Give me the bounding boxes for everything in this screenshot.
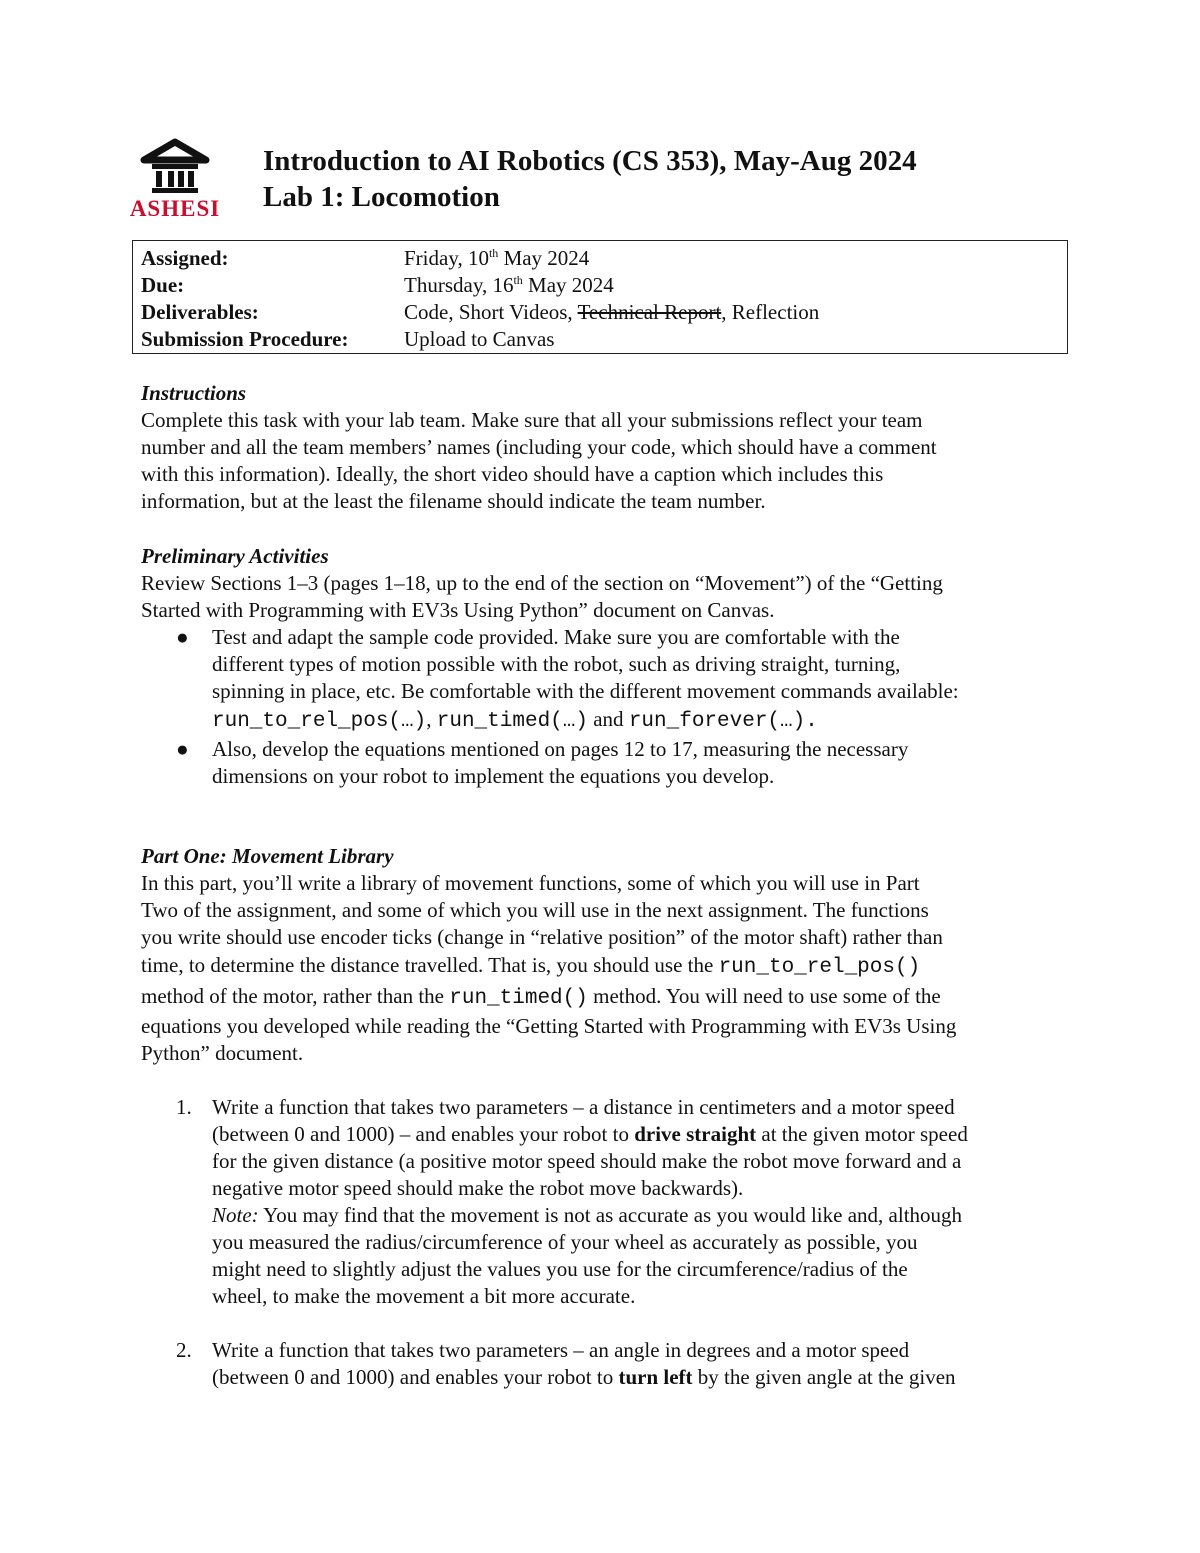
paragraph-line: information, but at the least the filename should indicate the team number. — [141, 489, 766, 513]
code-run-timed: run_timed() — [449, 987, 588, 1010]
item-number: 1. — [176, 1095, 192, 1119]
preliminary-heading: Preliminary Activities — [141, 544, 329, 568]
ashesi-building-icon — [122, 138, 228, 198]
instructions-section — [141, 380, 1071, 515]
code-run-timed: run_timed(…) — [436, 710, 588, 733]
lab-title: Lab 1: Locomotion — [263, 181, 500, 213]
paragraph-line: Started with Programming with EV3s Using Python” document on Canvas. — [141, 598, 775, 622]
due-value: Thursday, 16th May 2024 — [404, 273, 614, 297]
code-run-to-rel-pos: run_to_rel_pos(…) — [212, 710, 427, 733]
table-row — [133, 272, 1068, 299]
ashesi-logo — [122, 138, 228, 222]
table-row — [133, 326, 1068, 354]
paragraph-line: Complete this task with your lab team. Make sure that all your submissions reflect your team — [141, 408, 923, 432]
bullet-list — [141, 624, 1071, 790]
preliminary-section — [141, 543, 1071, 790]
paragraph-line: Python” document. — [141, 1041, 304, 1065]
paragraph-line: number and all the team members’ names (including your code, which should have a comment — [141, 435, 937, 459]
numbered-list — [141, 1094, 1071, 1391]
list-item: ● Test and adapt the sample code provided. Make sure you are comfortable with the different types of motion possible with the robot, such as driving straight, turning, spinning in place, etc. Be comfortable with the different movement commands available: run_to_rel_pos(…), run_timed(…) and run_forever(…). — [176, 625, 959, 733]
paragraph-line: time, to determine the distance travelled. That is, you should use the run_to_rel_pos() — [141, 953, 921, 979]
bullet-icon: ● — [176, 737, 189, 761]
paragraph-line: with this information). Ideally, the short video should have a caption which includes this — [141, 462, 884, 486]
deliverables-value: Code, Short Videos, Technical Report, Reflection — [404, 300, 820, 324]
paragraph-line: method of the motor, rather than the run_timed() method. You will need to use some of the — [141, 984, 941, 1010]
code-run-forever: run_forever(…) — [628, 710, 806, 733]
part-one-heading: Part One: Movement Library — [141, 844, 394, 868]
part-one-section — [141, 843, 1071, 1391]
paragraph-line: Two of the assignment, and some of which you will use in the next assignment. The functions — [141, 898, 929, 922]
paragraph-line: Review Sections 1–3 (pages 1–18, up to the end of the section on “Movement”) of the “Getting — [141, 571, 943, 595]
item-number: 2. — [176, 1338, 192, 1362]
paragraph-line: In this part, you’ll write a library of movement functions, some of which you will use in Part — [141, 871, 920, 895]
submission-value: Upload to Canvas — [404, 327, 555, 351]
course-title: Introduction to AI Robotics (CS 353), May-Aug 2024 — [263, 145, 917, 177]
turn-left-emphasis: turn left — [618, 1365, 693, 1389]
assigned-value: Friday, 10th May 2024 — [404, 246, 590, 270]
drive-straight-emphasis: drive straight — [634, 1122, 757, 1146]
list-item: 2. Write a function that takes two parameters – an angle in degrees and a motor speed (between 0 and 1000) and enables your robot to turn left by the given angle at the given — [176, 1338, 956, 1389]
assigned-label: Assigned: — [141, 246, 229, 270]
assignment-info-table — [132, 240, 1068, 354]
struck-deliverable: Technical Report — [577, 300, 722, 324]
note-label: Note: — [212, 1203, 259, 1227]
due-label: Due: — [141, 273, 185, 297]
list-item: 1. Write a function that takes two parameters – a distance in centimeters and a motor speed (between 0 and 1000) – and enables your robot to drive straight at the given motor speed for the given distance (a positive motor speed should make the robot move forward and a negative motor speed should make the robot move backwards). Note: You may find that the movement is not as accurate as you would like and, although you measured the radius/circumference of your wheel as accurately as possible, you might need to slightly adjust the values you use for the circumference/radius of the wheel, to make the movement a bit more accurate. — [176, 1095, 968, 1308]
list-item: ● Also, develop the equations mentioned on pages 12 to 17, measuring the necessary dimensions on your robot to implement the equations you develop. — [176, 737, 909, 788]
submission-label: Submission Procedure: — [141, 327, 349, 351]
paragraph-line: you write should use encoder ticks (change in “relative position” of the motor shaft) rather than — [141, 925, 943, 949]
deliverables-label: Deliverables: — [141, 300, 259, 324]
paragraph-line: equations you developed while reading the “Getting Started with Programming with EV3s Using — [141, 1014, 957, 1038]
document-title — [263, 143, 917, 215]
bullet-icon: ● — [176, 625, 189, 649]
code-run-to-rel-pos: run_to_rel_pos() — [718, 956, 921, 979]
table-row — [133, 241, 1068, 273]
table-row — [133, 299, 1068, 326]
instructions-heading: Instructions — [141, 381, 247, 405]
logo-text: ASHESI — [129, 196, 221, 221]
